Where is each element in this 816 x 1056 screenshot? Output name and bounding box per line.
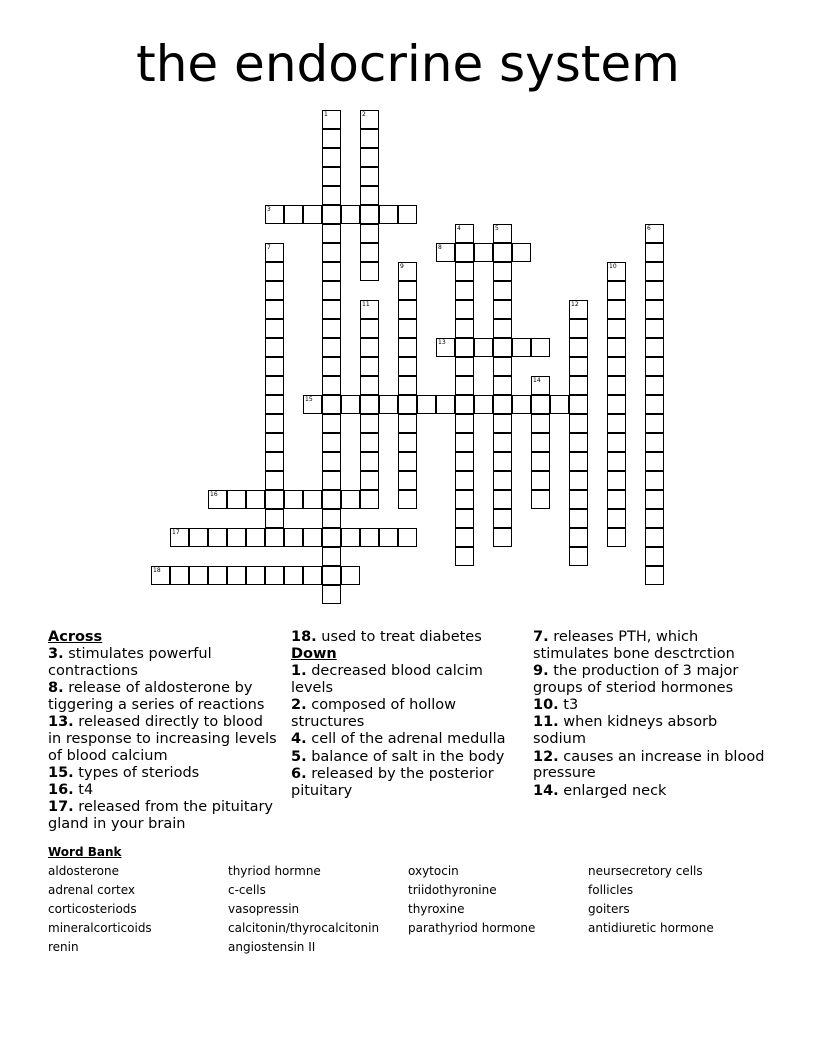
grid-cell[interactable] xyxy=(227,490,246,509)
grid-cell[interactable] xyxy=(607,395,626,414)
grid-cell[interactable] xyxy=(531,471,550,490)
grid-cell[interactable] xyxy=(531,338,550,357)
grid-cell[interactable] xyxy=(569,547,588,566)
grid-cell[interactable] xyxy=(569,414,588,433)
grid-cell[interactable] xyxy=(455,547,474,566)
word-bank-item: thyriod hormne xyxy=(228,864,321,878)
grid-cell[interactable] xyxy=(265,376,284,395)
grid-cell[interactable] xyxy=(607,490,626,509)
word-bank-column xyxy=(588,863,768,939)
grid-cell[interactable] xyxy=(189,528,208,547)
word-bank-item: adrenal cortex xyxy=(48,883,135,897)
grid-cell[interactable] xyxy=(322,357,341,376)
grid-cell[interactable] xyxy=(360,205,379,224)
grid-cell[interactable] xyxy=(607,281,626,300)
grid-cell[interactable] xyxy=(398,376,417,395)
grid-cell[interactable] xyxy=(645,528,664,547)
grid-cell[interactable] xyxy=(531,414,550,433)
grid-cell[interactable] xyxy=(417,395,436,414)
grid-cell[interactable] xyxy=(360,395,379,414)
grid-cell[interactable] xyxy=(265,357,284,376)
grid-cell[interactable] xyxy=(341,490,360,509)
grid-cell[interactable] xyxy=(569,490,588,509)
grid-cell[interactable] xyxy=(265,338,284,357)
grid-cell[interactable] xyxy=(607,300,626,319)
word-bank-column xyxy=(228,863,408,958)
grid-cell[interactable] xyxy=(265,300,284,319)
grid-cell[interactable] xyxy=(645,566,664,585)
grid-cell[interactable] xyxy=(455,395,474,414)
grid-cell[interactable] xyxy=(265,319,284,338)
grid-cell[interactable] xyxy=(455,528,474,547)
grid-cell[interactable] xyxy=(322,452,341,471)
grid-cell[interactable] xyxy=(474,338,493,357)
clue-number: 7 xyxy=(267,244,271,251)
grid-cell[interactable] xyxy=(360,414,379,433)
grid-cell[interactable] xyxy=(246,528,265,547)
grid-cell[interactable] xyxy=(607,319,626,338)
grid-cell[interactable] xyxy=(322,433,341,452)
word-bank-item: parathyriod hormone xyxy=(408,921,536,935)
grid-cell[interactable] xyxy=(265,262,284,281)
grid-cell[interactable] xyxy=(341,566,360,585)
clue-down-7: 7. releases PTH, which stimulates bone desctrction xyxy=(533,629,735,662)
word-bank-item: c-cells xyxy=(228,883,266,897)
grid-cell[interactable] xyxy=(645,338,664,357)
grid-cell[interactable] xyxy=(455,414,474,433)
grid-cell[interactable] xyxy=(455,243,474,262)
grid-cell[interactable] xyxy=(493,338,512,357)
grid-cell[interactable] xyxy=(569,471,588,490)
clue-number: 3 xyxy=(267,206,271,213)
grid-cell[interactable] xyxy=(322,376,341,395)
clue-down-6: 6. released by the posterior pituitary xyxy=(291,765,494,799)
clue-number: 6 xyxy=(647,225,651,232)
grid-cell[interactable] xyxy=(607,433,626,452)
grid-cell[interactable] xyxy=(227,566,246,585)
grid-cell[interactable] xyxy=(493,357,512,376)
grid-cell[interactable] xyxy=(227,528,246,547)
word-bank-item: renin xyxy=(48,940,79,954)
grid-cell[interactable] xyxy=(265,414,284,433)
grid-cell[interactable] xyxy=(493,452,512,471)
grid-cell[interactable] xyxy=(512,243,531,262)
word-bank-item: neursecretory cells xyxy=(588,864,703,878)
word-bank-item: vasopressin xyxy=(228,902,300,916)
clue-across-16: 16. t4 xyxy=(48,782,94,799)
clue-number: 17 xyxy=(172,529,180,536)
grid-cell[interactable] xyxy=(531,452,550,471)
grid-cell[interactable] xyxy=(493,414,512,433)
grid-cell[interactable] xyxy=(607,528,626,547)
grid-cell[interactable] xyxy=(284,205,303,224)
grid-cell[interactable] xyxy=(398,395,417,414)
grid-cell[interactable] xyxy=(379,395,398,414)
grid-cell[interactable] xyxy=(360,262,379,281)
grid-cell[interactable] xyxy=(645,509,664,528)
grid-cell[interactable] xyxy=(645,319,664,338)
grid-cell[interactable] xyxy=(455,281,474,300)
grid-cell[interactable] xyxy=(284,566,303,585)
word-bank-column xyxy=(48,863,228,958)
clue-down-1: 1. decreased blood calcim levels xyxy=(291,663,483,696)
clue-number: 15 xyxy=(305,396,313,403)
grid-cell[interactable] xyxy=(512,395,531,414)
clue-down-5: 5. balance of salt in the body xyxy=(291,748,505,765)
grid-cell[interactable] xyxy=(550,395,569,414)
clue-number: 9 xyxy=(400,263,404,270)
grid-cell[interactable] xyxy=(474,395,493,414)
grid-cell[interactable] xyxy=(208,528,227,547)
clue-number: 8 xyxy=(438,244,442,251)
grid-cell[interactable] xyxy=(569,452,588,471)
grid-cell[interactable] xyxy=(531,433,550,452)
grid-cell[interactable] xyxy=(322,566,341,585)
grid-cell[interactable] xyxy=(645,490,664,509)
grid-cell[interactable] xyxy=(569,338,588,357)
grid-cell[interactable] xyxy=(493,376,512,395)
grid-cell[interactable] xyxy=(322,319,341,338)
grid-cell[interactable] xyxy=(265,528,284,547)
grid-cell[interactable] xyxy=(265,395,284,414)
word-bank-item: mineralcorticoids xyxy=(48,921,152,935)
grid-cell[interactable] xyxy=(645,547,664,566)
grid-cell[interactable] xyxy=(265,566,284,585)
grid-cell[interactable] xyxy=(170,566,189,585)
grid-cell[interactable] xyxy=(360,433,379,452)
grid-cell[interactable] xyxy=(322,509,341,528)
grid-cell[interactable] xyxy=(360,490,379,509)
clue-number: 16 xyxy=(210,491,218,498)
clue-across-17: 17. released from the pituitary gland in your brain xyxy=(48,799,273,833)
grid-cell[interactable] xyxy=(398,338,417,357)
grid-cell[interactable] xyxy=(645,414,664,433)
word-bank-item: triidothyronine xyxy=(408,883,497,897)
grid-cell[interactable] xyxy=(455,262,474,281)
grid-cell[interactable] xyxy=(341,395,360,414)
grid-cell[interactable] xyxy=(455,338,474,357)
clue-number: 1 xyxy=(324,111,328,118)
clue-down-14: 14. enlarged neck xyxy=(533,782,667,799)
clue-number: 10 xyxy=(609,263,617,270)
grid-cell[interactable] xyxy=(493,509,512,528)
grid-cell[interactable] xyxy=(493,433,512,452)
grid-cell[interactable] xyxy=(645,433,664,452)
clue-number: 13 xyxy=(438,339,446,346)
grid-cell[interactable] xyxy=(303,205,322,224)
clues-column-1 xyxy=(48,629,280,834)
grid-cell[interactable] xyxy=(246,490,265,509)
clue-across-13: 13. released directly to blood in response to increasing levels of blood calcium xyxy=(48,713,277,764)
word-bank-column xyxy=(408,863,588,939)
clue-down-2: 2. composed of hollow structures xyxy=(291,697,456,730)
grid-cell[interactable] xyxy=(645,357,664,376)
across-heading: Across xyxy=(48,629,103,645)
grid-cell[interactable] xyxy=(398,357,417,376)
grid-cell[interactable] xyxy=(645,262,664,281)
grid-cell[interactable] xyxy=(645,452,664,471)
grid-cell[interactable] xyxy=(341,528,360,547)
grid-cell[interactable] xyxy=(322,300,341,319)
grid-cell[interactable] xyxy=(360,224,379,243)
grid-cell[interactable] xyxy=(512,338,531,357)
word-bank-item: oxytocin xyxy=(408,864,459,878)
grid-cell[interactable] xyxy=(322,490,341,509)
grid-cell[interactable] xyxy=(360,319,379,338)
grid-cell[interactable] xyxy=(303,528,322,547)
grid-cell[interactable] xyxy=(493,300,512,319)
grid-cell[interactable] xyxy=(493,490,512,509)
grid-cell[interactable] xyxy=(398,319,417,338)
grid-cell[interactable] xyxy=(322,224,341,243)
grid-cell[interactable] xyxy=(607,471,626,490)
word-bank-title: Word Bank xyxy=(48,845,122,859)
word-bank-item: antidiuretic hormone xyxy=(588,921,714,935)
grid-cell[interactable] xyxy=(569,395,588,414)
grid-cell[interactable] xyxy=(322,167,341,186)
grid-cell[interactable] xyxy=(493,471,512,490)
grid-cell[interactable] xyxy=(322,205,341,224)
grid-cell[interactable] xyxy=(607,338,626,357)
grid-cell[interactable] xyxy=(265,433,284,452)
grid-cell[interactable] xyxy=(607,376,626,395)
grid-cell[interactable] xyxy=(322,262,341,281)
grid-cell[interactable] xyxy=(493,262,512,281)
grid-cell[interactable] xyxy=(322,585,341,604)
grid-cell[interactable] xyxy=(569,376,588,395)
grid-cell[interactable] xyxy=(189,566,208,585)
grid-cell[interactable] xyxy=(436,395,455,414)
grid-cell[interactable] xyxy=(360,338,379,357)
grid-cell[interactable] xyxy=(379,528,398,547)
grid-cell[interactable] xyxy=(398,452,417,471)
grid-cell[interactable] xyxy=(607,357,626,376)
grid-cell[interactable] xyxy=(531,395,550,414)
clue-number: 4 xyxy=(457,225,461,232)
grid-cell[interactable] xyxy=(322,129,341,148)
grid-cell[interactable] xyxy=(360,357,379,376)
grid-cell[interactable] xyxy=(360,528,379,547)
clue-number: 2 xyxy=(362,111,366,118)
grid-cell[interactable] xyxy=(607,452,626,471)
grid-cell[interactable] xyxy=(398,414,417,433)
grid-cell[interactable] xyxy=(265,281,284,300)
grid-cell[interactable] xyxy=(303,566,322,585)
clue-down-11: 11. when kidneys absorb sodium xyxy=(533,714,718,748)
grid-cell[interactable] xyxy=(455,300,474,319)
grid-cell[interactable] xyxy=(645,471,664,490)
grid-cell[interactable] xyxy=(360,129,379,148)
grid-cell[interactable] xyxy=(360,471,379,490)
clue-number: 14 xyxy=(533,377,541,384)
grid-cell[interactable] xyxy=(322,414,341,433)
grid-cell[interactable] xyxy=(246,566,265,585)
grid-cell[interactable] xyxy=(569,433,588,452)
word-bank-item: follicles xyxy=(588,883,634,897)
grid-cell[interactable] xyxy=(265,509,284,528)
grid-cell[interactable] xyxy=(645,395,664,414)
puzzle-title: the endocrine system xyxy=(136,35,680,93)
grid-cell[interactable] xyxy=(398,300,417,319)
grid-cell[interactable] xyxy=(398,281,417,300)
word-bank-item: calcitonin/thyrocalcitonin xyxy=(228,921,380,935)
grid-cell[interactable] xyxy=(455,490,474,509)
grid-cell[interactable] xyxy=(303,490,322,509)
grid-cell[interactable] xyxy=(360,452,379,471)
grid-cell[interactable] xyxy=(208,566,227,585)
grid-cell[interactable] xyxy=(322,281,341,300)
grid-cell[interactable] xyxy=(493,243,512,262)
clue-number: 18 xyxy=(153,567,161,574)
clues-column-2 xyxy=(291,629,523,800)
grid-cell[interactable] xyxy=(379,205,398,224)
grid-cell[interactable] xyxy=(569,319,588,338)
grid-cell[interactable] xyxy=(398,471,417,490)
grid-cell[interactable] xyxy=(284,528,303,547)
grid-cell[interactable] xyxy=(322,243,341,262)
grid-cell[interactable] xyxy=(360,167,379,186)
clues-column-3 xyxy=(533,629,773,800)
grid-cell[interactable] xyxy=(360,148,379,167)
grid-cell[interactable] xyxy=(493,281,512,300)
grid-cell[interactable] xyxy=(322,471,341,490)
grid-cell[interactable] xyxy=(265,471,284,490)
grid-cell[interactable] xyxy=(341,205,360,224)
grid-cell[interactable] xyxy=(398,205,417,224)
grid-cell[interactable] xyxy=(455,433,474,452)
grid-cell[interactable] xyxy=(398,433,417,452)
grid-cell[interactable] xyxy=(455,376,474,395)
grid-cell[interactable] xyxy=(569,357,588,376)
grid-cell[interactable] xyxy=(398,490,417,509)
grid-cell[interactable] xyxy=(322,395,341,414)
grid-cell[interactable] xyxy=(569,509,588,528)
grid-cell[interactable] xyxy=(455,357,474,376)
grid-cell[interactable] xyxy=(645,376,664,395)
grid-cell[interactable] xyxy=(455,471,474,490)
grid-cell[interactable] xyxy=(645,243,664,262)
word-bank-item: thyroxine xyxy=(408,902,465,916)
grid-cell[interactable] xyxy=(607,414,626,433)
grid-cell[interactable] xyxy=(455,452,474,471)
clue-down-10: 10. t3 xyxy=(533,697,579,714)
grid-cell[interactable] xyxy=(474,243,493,262)
grid-cell[interactable] xyxy=(322,528,341,547)
clue-across-8: 8. release of aldosterone by tiggering a series of reactions xyxy=(48,679,265,713)
grid-cell[interactable] xyxy=(493,319,512,338)
grid-cell[interactable] xyxy=(569,528,588,547)
clue-across-15: 15. types of steriods xyxy=(48,764,200,781)
grid-cell[interactable] xyxy=(284,490,303,509)
down-heading: Down xyxy=(291,646,337,663)
grid-cell[interactable] xyxy=(493,395,512,414)
clue-number: 11 xyxy=(362,301,370,308)
clue-down-4: 4. cell of the adrenal medulla xyxy=(291,731,506,748)
grid-cell[interactable] xyxy=(531,490,550,509)
clue-number: 12 xyxy=(571,301,579,308)
grid-cell[interactable] xyxy=(322,547,341,566)
word-bank-item: angiostensin II xyxy=(228,940,316,954)
grid-cell[interactable] xyxy=(322,148,341,167)
grid-cell[interactable] xyxy=(265,452,284,471)
word-bank-item: corticosteriods xyxy=(48,902,137,916)
word-bank-item: aldosterone xyxy=(48,864,119,878)
grid-cell[interactable] xyxy=(265,490,284,509)
grid-cell[interactable] xyxy=(322,186,341,205)
clue-across-18: 18. used to treat diabetes xyxy=(291,629,482,645)
grid-cell[interactable] xyxy=(360,243,379,262)
clue-number: 5 xyxy=(495,225,499,232)
grid-cell[interactable] xyxy=(607,509,626,528)
grid-cell[interactable] xyxy=(398,528,417,547)
grid-cell[interactable] xyxy=(645,300,664,319)
grid-cell[interactable] xyxy=(455,509,474,528)
grid-cell[interactable] xyxy=(493,528,512,547)
clue-across-3: 3. stimulates powerful contractions xyxy=(48,645,212,679)
grid-cell[interactable] xyxy=(645,281,664,300)
grid-cell[interactable] xyxy=(360,376,379,395)
grid-cell[interactable] xyxy=(455,319,474,338)
clue-down-9: 9. the production of 3 major groups of steriod hormones xyxy=(533,663,739,696)
grid-cell[interactable] xyxy=(360,186,379,205)
clue-down-12: 12. causes an increase in blood pressure xyxy=(533,748,765,782)
grid-cell[interactable] xyxy=(322,338,341,357)
word-bank-item: goiters xyxy=(588,902,630,916)
